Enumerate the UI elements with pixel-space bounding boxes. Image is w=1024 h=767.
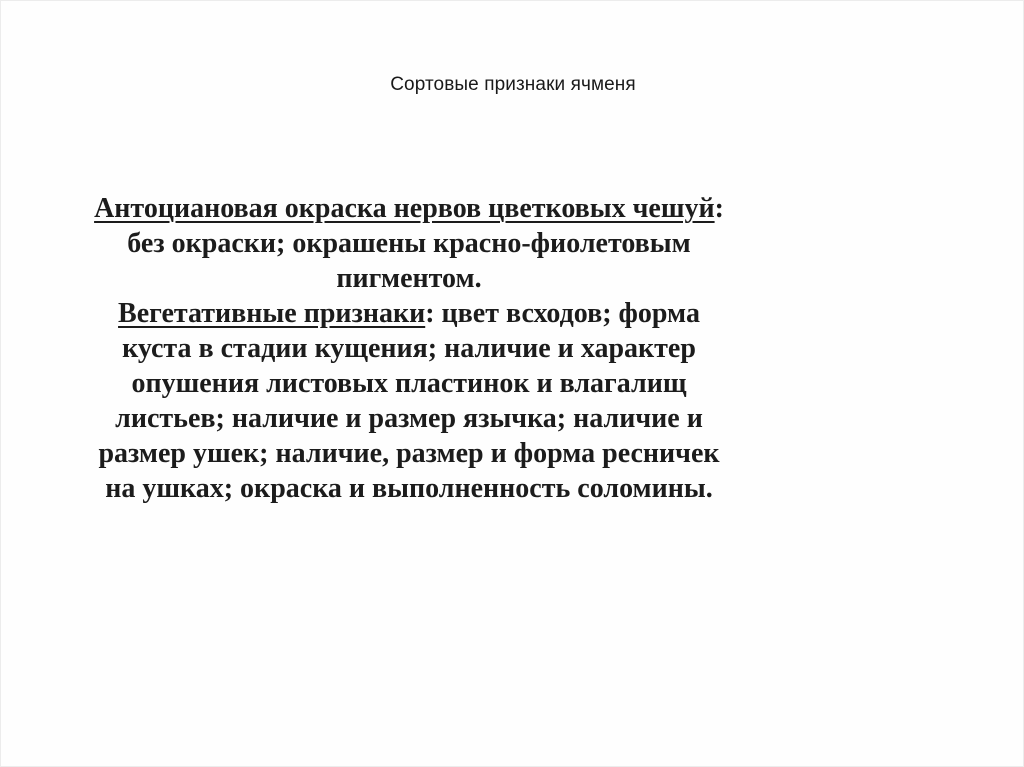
text-vegetative-traits: : цвет всходов; форма куста в стадии кущения; наличие и характер опушения листовых пластинок и влагалищ листьев; наличие и размер язычка; наличие и размер ушек; наличие, размер и форма ресничек на ушках; окраска и выполненность соломины. bbox=[98, 298, 720, 504]
text-anthocyanin-coloration: : без окраски; окрашены красно-фиолетовым пигментом. bbox=[127, 193, 724, 294]
slide-body bbox=[81, 191, 737, 506]
slide-title: Сортовые признаки ячменя bbox=[390, 74, 636, 95]
paragraph-vegetative bbox=[81, 296, 737, 506]
paragraph-anthocyanin bbox=[81, 191, 737, 296]
term-anthocyanin-coloration: Антоциановая окраска нервов цветковых чешуй bbox=[94, 193, 715, 224]
term-vegetative-traits: Вегетативные признаки bbox=[118, 298, 426, 329]
